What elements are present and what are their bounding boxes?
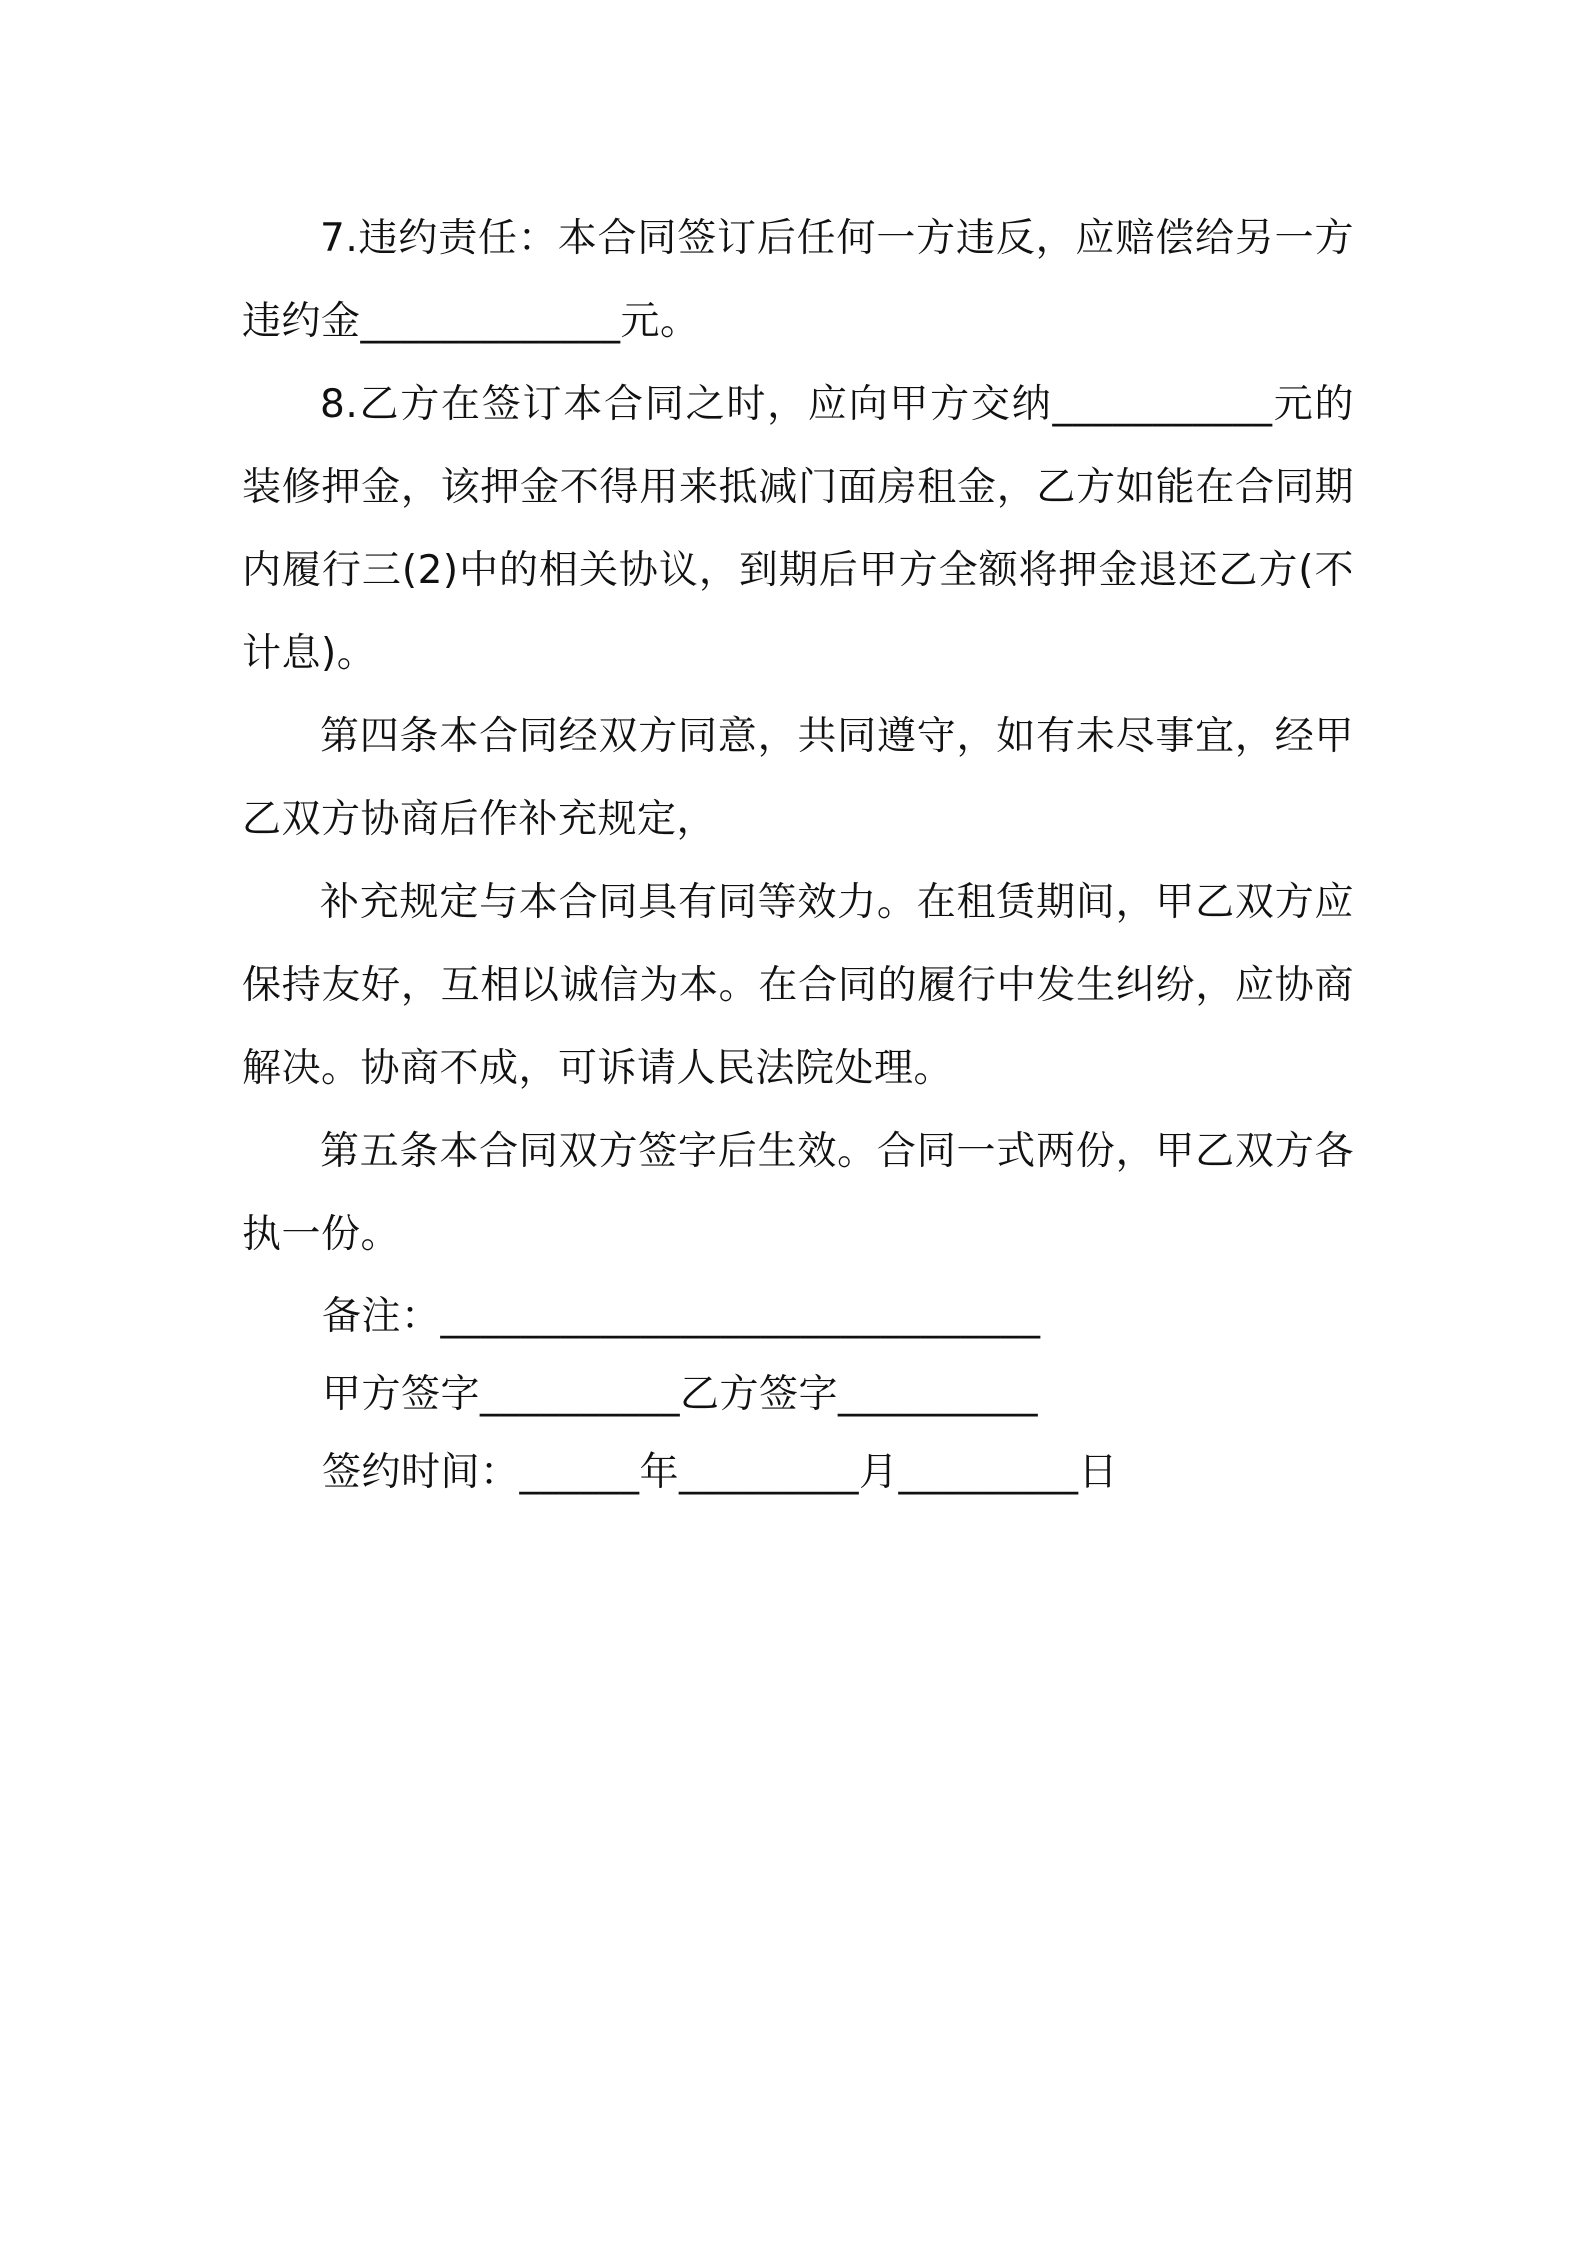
signing-date-line: 签约时间：______年_________月_________日 bbox=[322, 1450, 1119, 1495]
signature-line: 甲方签字__________乙方签字__________ bbox=[322, 1372, 1039, 1417]
clause-breach-liability: 7.违约责任：本合同签订后任何一方违反，应赔偿给另一方违约金_____________元。 bbox=[242, 216, 1354, 344]
article-four: 第四条本合同经双方同意，共同遵守，如有未尽事宜，经甲乙双方协商后作补充规定， bbox=[242, 714, 1354, 842]
remarks-line: 备注：______________________________ bbox=[322, 1294, 1041, 1339]
article-five: 第五条本合同双方签字后生效。合同一式两份，甲乙双方各执一份。 bbox=[242, 1129, 1354, 1257]
clause-renovation-deposit: 8.乙方在签订本合同之时，应向甲方交纳___________元的装修押金，该押金不得用来抵减门面房租金，乙方如能在合同期内履行三(2)中的相关协议，到期后甲方全额将押金退还乙方(不计息)。 bbox=[242, 382, 1354, 676]
supplementary-provisions: 补充规定与本合同具有同等效力。在租赁期间，甲乙双方应保持友好，互相以诚信为本。在合同的履行中发生纠纷，应协商解决。协商不成，可诉请人民法院处理。 bbox=[242, 880, 1354, 1091]
document-body bbox=[242, 197, 1354, 1512]
